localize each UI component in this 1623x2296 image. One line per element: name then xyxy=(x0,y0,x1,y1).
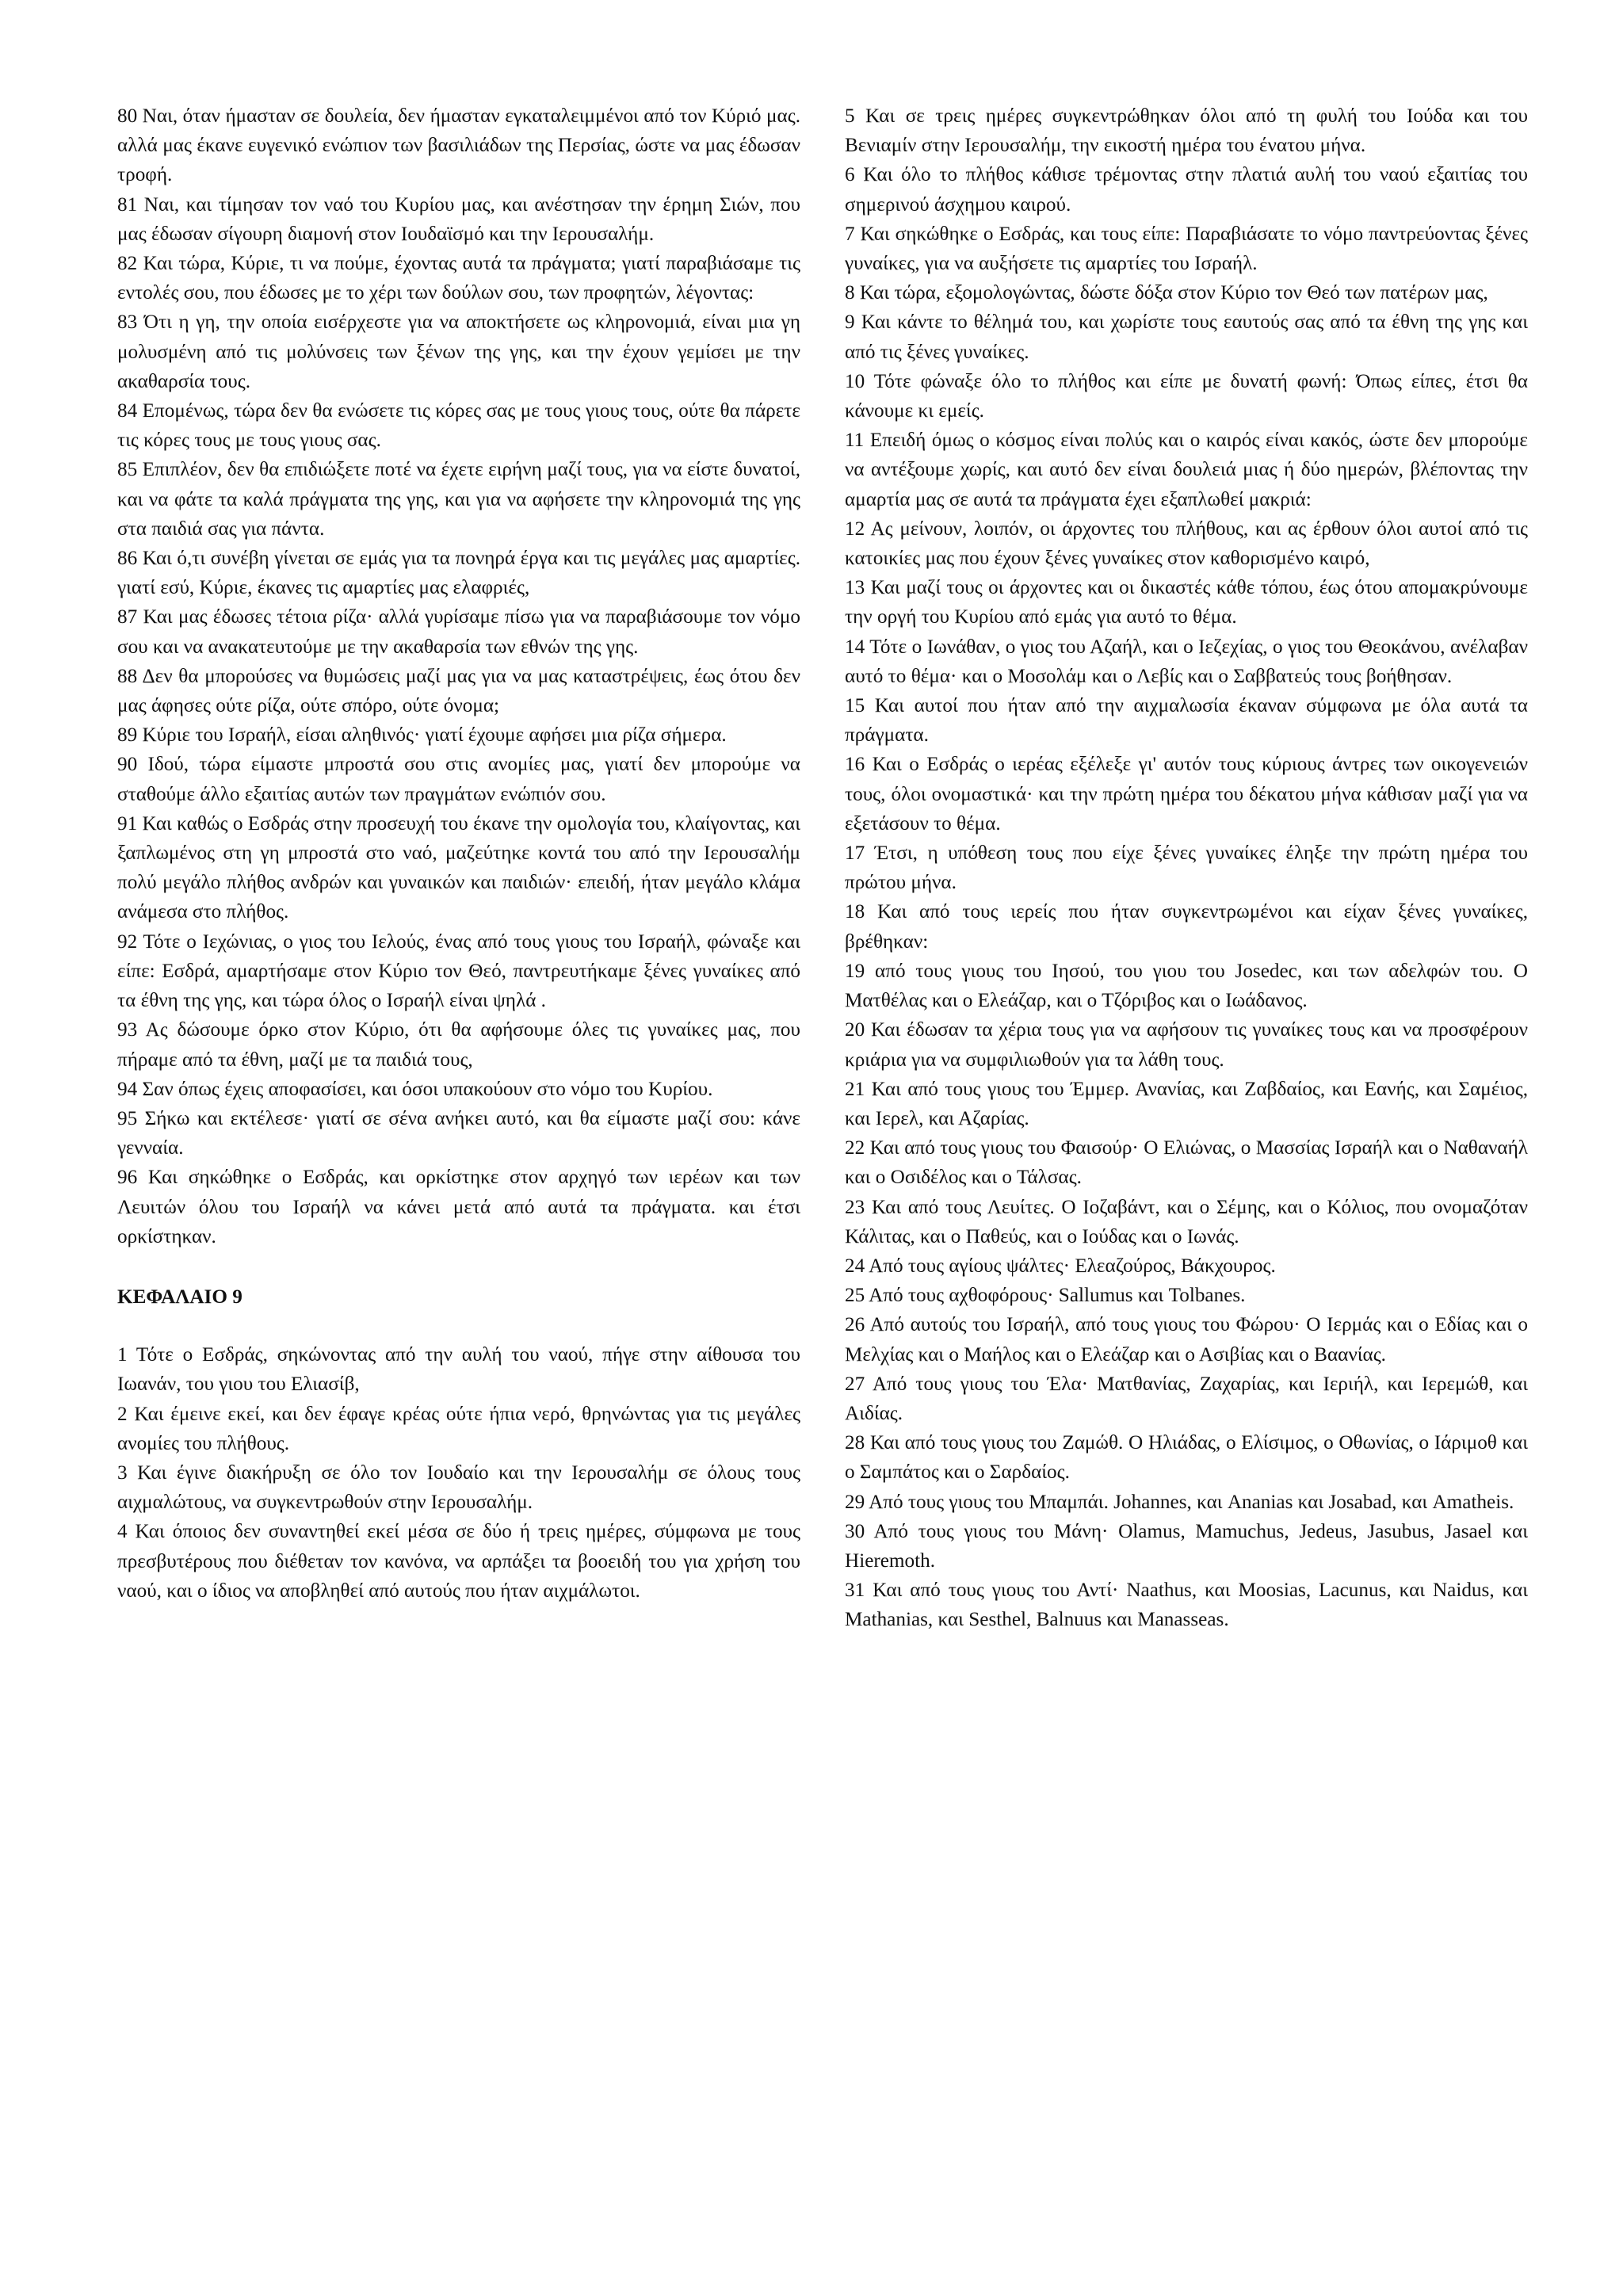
verse: 2 Και έμεινε εκεί, και δεν έφαγε κρέας ούτε ήπια νερό, θρηνώντας για τις μεγάλες ανομίες του πλήθους. xyxy=(117,1403,800,1454)
verse: 96 Και σηκώθηκε ο Εσδράς, και ορκίστηκε στον αρχηγό των ιερέων και των Λευιτών όλου του Ισραήλ να κάνει μετά από αυτά τα πράγματα. και έτσι ορκίστηκαν. xyxy=(117,1167,800,1247)
verse: 20 Και έδωσαν τα χέρια τους για να αφήσουν τις γυναίκες τους και να προσφέρουν κριάρια για να συμφιλιωθούν για τα λάθη τους. xyxy=(845,1019,1528,1071)
verse: 12 Ας μείνουν, λοιπόν, οι άρχοντες του πλήθους, και ας έρθουν όλοι αυτοί από τις κατοικίες μας που έχουν ξένες γυναίκες στον καθορισμένο καιρό, xyxy=(845,518,1528,570)
verse: 9 Και κάντε το θέλημά του, και χωρίστε τους εαυτούς σας από τα έθνη της γης και από τις ξένες γυναίκες. xyxy=(845,311,1528,363)
verse: 85 Επιπλέον, δεν θα επιδιώξετε ποτέ να έχετε ειρήνη μαζί τους, για να είστε δυνατοί, και να φάτε τα καλά πράγματα της γης, και για να αφήσετε την κληρονομιά της γης στα παιδιά σας για πάντα. xyxy=(117,459,800,540)
verse: 16 Και ο Εσδράς ο ιερέας εξέλεξε γι' αυτόν τους κύριους άντρες των οικογενειών τους, όλοι ονομαστικά· και την πρώτη ημέρα του δέκατου μήνα κάθισαν μαζί για να εξετάσουν το θέμα. xyxy=(845,754,1528,835)
verse: 14 Τότε ο Ιωνάθαν, ο γιος του Αζαήλ, και ο Ιεζεχίας, ο γιος του Θεοκάνου, ανέλαβαν αυτό το θέμα· και ο Μοσολάμ και ο Λεβίς και ο Σαββατεύς τους βοήθησαν. xyxy=(845,636,1528,687)
verse: 88 Δεν θα μπορούσες να θυμώσεις μαζί μας για να μας καταστρέψεις, έως ότου δεν μας άφησες ούτε ρίζα, ούτε σπόρο, ούτε όνομα; xyxy=(117,665,800,717)
verse: 95 Σήκω και εκτέλεσε· γιατί σε σένα ανήκει αυτό, και θα είμαστε μαζί σου: κάνε γενναία. xyxy=(117,1107,800,1159)
verse: 19 από τους γιους του Ιησού, του γιου του Josedec, και των αδελφών του. Ο Ματθέλας και ο Ελεάζαρ, και ο Τζόριβος και ο Ιωάδανος. xyxy=(845,960,1528,1012)
verse: 25 Από τους αχθοφόρους· Sallumus και Tolbanes. xyxy=(845,1285,1246,1307)
verse: 7 Και σηκώθηκε ο Εσδράς, και τους είπε: Παραβιάσατε το νόμο παντρεύοντας ξένες γυναίκες, για να αυξήσετε τις αμαρτίες του Ισραήλ. xyxy=(845,223,1528,275)
verse: 29 Από τους γιους του Μπαμπάι. Johannes, και Ananias και Josabad, και Amatheis. xyxy=(845,1491,1514,1513)
verse: 3 Και έγινε διακήρυξη σε όλο τον Ιουδαίο και την Ιερουσαλήμ σε όλους τους αιχμαλώτους, να συγκεντρωθούν στην Ιερουσαλήμ. xyxy=(117,1461,800,1514)
verse: 94 Σαν όπως έχεις αποφασίσει, και όσοι υπακούουν στο νόμο του Κυρίου. xyxy=(117,1078,713,1100)
verse: 91 Και καθώς ο Εσδράς στην προσευχή του έκανε την ομολογία του, κλαίγοντας, και ξαπλωμένος στη γη μπροστά στο ναό, μαζεύτηκε κοντά του από την Ιερουσαλήμ πολύ μεγάλο πλήθος ανδρών και γυναικών και παιδιών· επειδή, ήταν μεγάλο κλάμα ανάμεσα στο πλήθος. xyxy=(117,812,800,923)
left-column xyxy=(117,101,800,1606)
verse: 5 Και σε τρεις ημέρες συγκεντρώθηκαν όλοι από τη φυλή του Ιούδα και του Βενιαμίν στην Ιερουσαλήμ, την εικοστή ημέρα του ένατου μήνα. xyxy=(845,105,1528,157)
verse: 11 Επειδή όμως ο κόσμος είναι πολύς και ο καιρός είναι κακός, ώστε δεν μπορούμε να αντέξουμε χωρίς, και αυτό δεν είναι δουλειά μιας ή δύο ημερών, βλέποντας την αμαρτία μας σε αυτά τα πράγματα έχει εξαπλωθεί μακριά: xyxy=(845,430,1528,510)
verse: 1 Τότε ο Εσδράς, σηκώνοντας από την αυλή του ναού, πήγε στην αίθουσα του Ιωανάν, του γιου του Ελιασίβ, xyxy=(117,1344,800,1396)
chapter-heading: ΚΕΦΑΛΑΙΟ 9 xyxy=(117,1286,242,1308)
verse: 81 Ναι, και τίμησαν τον ναό του Κυρίου μας, και ανέστησαν την έρημη Σιών, που μας έδωσαν σίγουρη διαμονή στον Ιουδαϊσμό και την Ιερουσαλήμ. xyxy=(117,193,800,245)
verse: 30 Από τους γιους του Μάνη· Olamus, Mamuchus, Jedeus, Jasubus, Jasael και Hieremoth. xyxy=(845,1520,1528,1572)
verse: 8 Και τώρα, εξομολογώντας, δώστε δόξα στον Κύριο τον Θεό των πατέρων μας, xyxy=(845,282,1488,304)
verse: 83 Ότι η γη, την οποία εισέρχεστε για να αποκτήσετε ως κληρονομιά, είναι μια γη μολυσμένη από τις μολύνσεις των ξένων της γης, και την έχουν γεμίσει με την ακαθαρσία τους. xyxy=(117,311,800,392)
verse: 10 Τότε φώναξε όλο το πλήθος και είπε με δυνατή φωνή: Όπως είπες, έτσι θα κάνουμε κι εμείς. xyxy=(845,370,1528,422)
verse: 6 Και όλο το πλήθος κάθισε τρέμοντας στην πλατιά αυλή του ναού εξαιτίας του σημερινού άσχημου καιρού. xyxy=(845,164,1528,216)
left-verses-after xyxy=(117,1340,800,1606)
verse: 86 Και ό,τι συνέβη γίνεται σε εμάς για τα πονηρά έργα και τις μεγάλες μας αμαρτίες. γιατί εσύ, Κύριε, έκανες τις αμαρτίες μας ελαφριές, xyxy=(117,548,800,599)
verse: 4 Και όποιος δεν συναντηθεί εκεί μέσα σε δύο ή τρεις ημέρες, σύμφωνα με τους πρεσβυτέρους που διέθεταν τον κανόνα, να αρπάξει τα βοοειδή του για χρήση του ναού, και ο ίδιος να αποβληθεί από αυτούς που ήταν αιχμάλωτοι. xyxy=(117,1521,800,1602)
verse: 82 Και τώρα, Κύριε, τι να πούμε, έχοντας αυτά τα πράγματα; γιατί παραβιάσαμε τις εντολές σου, που έδωσες με το χέρι των δούλων σου, των προφητών, λέγοντας: xyxy=(117,253,800,304)
verse: 89 Κύριε του Ισραήλ, είσαι αληθινός· γιατί έχουμε αφήσει μια ρίζα σήμερα. xyxy=(117,724,727,747)
verse: 13 Και μαζί τους οι άρχοντες και οι δικαστές κάθε τόπου, έως ότου απομακρύνουμε την οργή του Κυρίου από εμάς για αυτό το θέμα. xyxy=(845,577,1528,628)
verse: 23 Και από τους Λευίτες. Ο Ιοζαβάντ, και ο Σέμης, και ο Κόλιος, που ονομαζόταν Κάλιτας, και ο Παθεύς, και ο Ιούδας και ο Ιωνάς. xyxy=(845,1196,1528,1247)
left-verses-before xyxy=(117,101,800,1251)
verse: 24 Από τους αγίους ψάλτες· Ελεαζούρος, Βάκχουρος. xyxy=(845,1255,1276,1277)
verse: 26 Από αυτούς του Ισραήλ, από τους γιους του Φώρου· Ο Ιερμάς και ο Εδίας και ο Μελχίας και ο Μαήλος και ο Ελεάζαρ και ο Ασιβίας και ο Βαανίας. xyxy=(845,1314,1528,1366)
verse: 18 Και από τους ιερείς που ήταν συγκεντρωμένοι και είχαν ξένες γυναίκες, βρέθηκαν: xyxy=(845,901,1528,953)
verse: 28 Και από τους γιους του Ζαμώθ. Ο Ηλιάδας, ο Ελίσιμος, ο Οθωνίας, ο Ιάριμοθ και ο Σαμπάτος και ο Σαρδαίος. xyxy=(845,1432,1528,1484)
verse: 80 Ναι, όταν ήμασταν σε δουλεία, δεν ήμασταν εγκαταλειμμένοι από τον Κύριό μας. αλλά μας έκανε ευγενικό ενώπιον των βασιλιάδων της Περσίας, ώστε να μας έδωσαν τροφή. xyxy=(117,105,800,186)
verse: 17 Έτσι, η υπόθεση τους που είχε ξένες γυναίκες έληξε την πρώτη ημέρα του πρώτου μήνα. xyxy=(845,842,1528,894)
verse: 31 Και από τους γιους του Αντί· Naathus, και Moosias, Lacunus, και Naidus, και Mathanias, και Sesthel, Balnuus και Manasseas. xyxy=(845,1580,1528,1631)
verse: 21 Και από τους γιους του Έμμερ. Ανανίας, και Ζαβδαίος, και Εανής, και Σαμέιος, και Ιερελ, και Αζαρίας. xyxy=(845,1078,1528,1129)
verse: 15 Και αυτοί που ήταν από την αιχμαλωσία έκαναν σύμφωνα με όλα αυτά τα πράγματα. xyxy=(845,695,1528,747)
verse: 90 Ιδού, τώρα είμαστε μπροστά σου στις ανομίες μας, γιατί δεν μπορούμε να σταθούμε άλλο εξαιτίας αυτών των πραγμάτων ενώπιόν σου. xyxy=(117,754,800,805)
right-column xyxy=(845,101,1528,1635)
verse: 92 Τότε ο Ιεχώνιας, ο γιος του Ιελούς, ένας από τους γιους του Ισραήλ, φώναξε και είπε: Εσδρά, αμαρτήσαμε στον Κύριο τον Θεό, παντρευτήκαμε ξένες γυναίκες από τα έθνη της γης, και τώρα όλος ο Ισραήλ είναι ψηλά . xyxy=(117,930,800,1012)
verse: 84 Επομένως, τώρα δεν θα ενώσετε τις κόρες σας με τους γιους τους, ούτε θα πάρετε τις κόρες τους με τους γιους σας. xyxy=(117,400,800,452)
verse: 22 Και από τους γιους του Φαισούρ· Ο Ελιώνας, ο Μασσίας Ισραήλ και ο Ναθαναήλ και ο Οσιδέλος και ο Τάλσας. xyxy=(845,1137,1528,1189)
verse: 87 Και μας έδωσες τέτοια ρίζα· αλλά γυρίσαμε πίσω για να παραβιάσουμε τον νόμο σου και να ανακατευτούμε με την ακαθαρσία των εθνών της γης. xyxy=(117,606,800,658)
verse: 27 Από τους γιους του Έλα· Ματθανίας, Ζαχαρίας, και Ιεριήλ, και Ιερεμώθ, και Αιδίας. xyxy=(845,1373,1528,1424)
verse: 93 Ας δώσουμε όρκο στον Κύριο, ότι θα αφήσουμε όλες τις γυναίκες μας, που πήραμε από τα έθνη, μαζί με τα παιδιά τους, xyxy=(117,1019,800,1071)
